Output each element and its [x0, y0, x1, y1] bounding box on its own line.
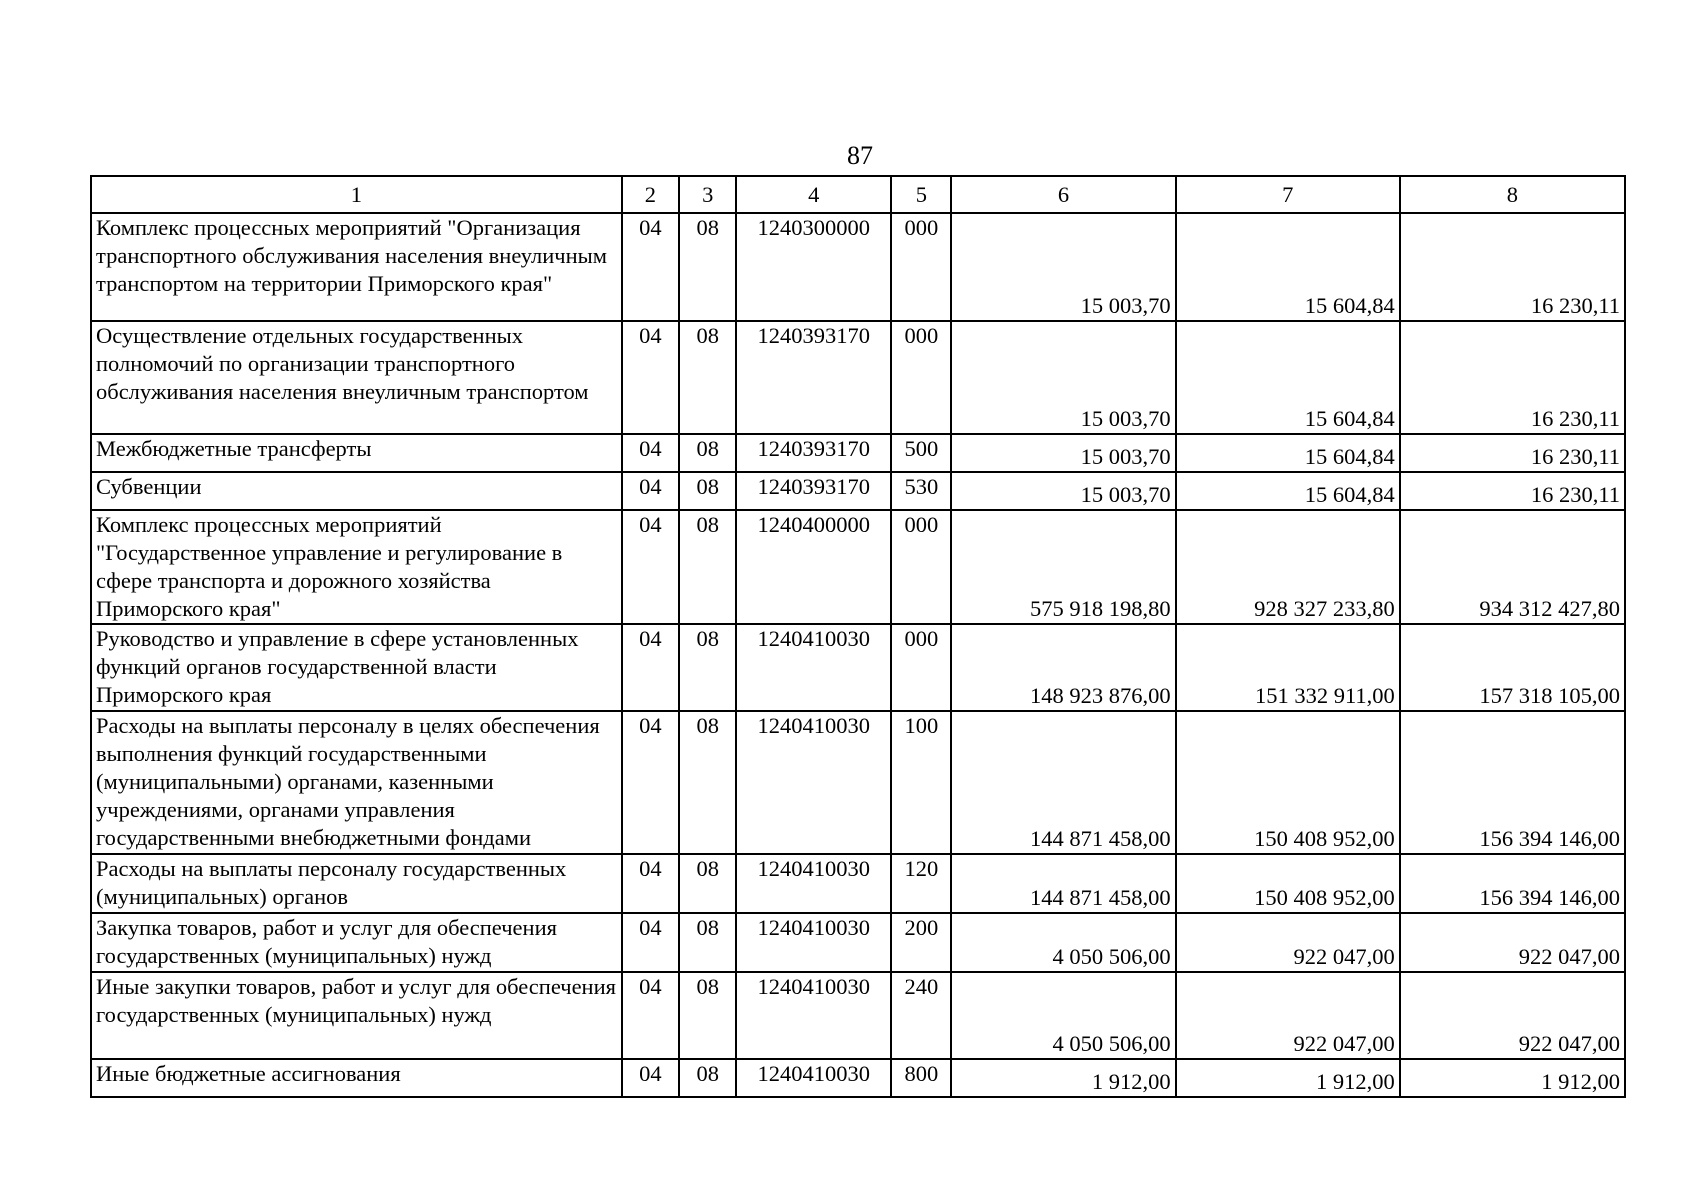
table-row — [91, 913, 1625, 972]
table-row — [91, 321, 1625, 434]
column-header: 7 — [1176, 176, 1400, 213]
row-amount-col6: 4 050 506,00 — [951, 972, 1175, 1059]
row-expense-type: 100 — [891, 711, 951, 854]
row-target-article: 1240400000 — [736, 510, 891, 624]
row-subsection: 08 — [679, 913, 736, 972]
row-amount-col8: 157 318 105,00 — [1400, 624, 1625, 711]
row-name: Руководство и управление в сфере установленных функций органов государственной власти Приморского края — [91, 624, 622, 711]
table-row — [91, 711, 1625, 854]
row-expense-type: 530 — [891, 472, 951, 510]
column-header: 1 — [91, 176, 622, 213]
row-amount-col7: 150 408 952,00 — [1176, 711, 1400, 854]
row-amount-col7: 1 912,00 — [1176, 1059, 1400, 1097]
row-target-article: 1240410030 — [736, 711, 891, 854]
row-target-article: 1240410030 — [736, 624, 891, 711]
row-amount-col7: 15 604,84 — [1176, 434, 1400, 472]
row-subsection: 08 — [679, 972, 736, 1059]
row-subsection: 08 — [679, 1059, 736, 1097]
row-amount-col6: 15 003,70 — [951, 434, 1175, 472]
row-amount-col6: 144 871 458,00 — [951, 711, 1175, 854]
row-name: Иные закупки товаров, работ и услуг для обеспечения государственных (муниципальных) нужд — [91, 972, 622, 1059]
row-target-article: 1240300000 — [736, 213, 891, 321]
row-name: Осуществление отдельных государственных полномочий по организации транспортного обслуживания населения внеуличным транспортом — [91, 321, 622, 434]
row-name: Комплекс процессных мероприятий "Государственное управление и регулирование в сфере транспорта и дорожного хозяйства Приморского края" — [91, 510, 622, 624]
table-header-row — [91, 176, 1625, 213]
row-target-article: 1240393170 — [736, 434, 891, 472]
row-name: Расходы на выплаты персоналу в целях обеспечения выполнения функций государственными (муниципальными) органами, казенными учреждениями, органами управления государственными внебюджетными фондами — [91, 711, 622, 854]
row-amount-col8: 1 912,00 — [1400, 1059, 1625, 1097]
column-header: 6 — [951, 176, 1175, 213]
row-expense-type: 200 — [891, 913, 951, 972]
row-amount-col8: 922 047,00 — [1400, 913, 1625, 972]
row-subsection: 08 — [679, 854, 736, 913]
table-row — [91, 624, 1625, 711]
row-amount-col8: 16 230,11 — [1400, 472, 1625, 510]
row-target-article: 1240393170 — [736, 472, 891, 510]
row-section: 04 — [622, 711, 679, 854]
row-amount-col7: 928 327 233,80 — [1176, 510, 1400, 624]
row-section: 04 — [622, 510, 679, 624]
row-amount-col7: 922 047,00 — [1176, 913, 1400, 972]
row-subsection: 08 — [679, 213, 736, 321]
row-amount-col7: 15 604,84 — [1176, 472, 1400, 510]
column-header: 3 — [679, 176, 736, 213]
row-target-article: 1240410030 — [736, 854, 891, 913]
table-row — [91, 213, 1625, 321]
row-section: 04 — [622, 854, 679, 913]
row-subsection: 08 — [679, 510, 736, 624]
row-section: 04 — [622, 913, 679, 972]
row-amount-col6: 15 003,70 — [951, 213, 1175, 321]
row-amount-col6: 15 003,70 — [951, 321, 1175, 434]
row-name: Иные бюджетные ассигнования — [91, 1059, 622, 1097]
row-amount-col8: 16 230,11 — [1400, 213, 1625, 321]
row-section: 04 — [622, 213, 679, 321]
row-section: 04 — [622, 624, 679, 711]
row-subsection: 08 — [679, 711, 736, 854]
row-amount-col8: 16 230,11 — [1400, 434, 1625, 472]
row-section: 04 — [622, 972, 679, 1059]
row-expense-type: 500 — [891, 434, 951, 472]
row-name: Закупка товаров, работ и услуг для обеспечения государственных (муниципальных) нужд — [91, 913, 622, 972]
row-subsection: 08 — [679, 472, 736, 510]
table-row — [91, 1059, 1625, 1097]
row-amount-col6: 15 003,70 — [951, 472, 1175, 510]
row-target-article: 1240410030 — [736, 913, 891, 972]
row-subsection: 08 — [679, 624, 736, 711]
column-header: 5 — [891, 176, 951, 213]
row-amount-col7: 15 604,84 — [1176, 321, 1400, 434]
row-expense-type: 000 — [891, 510, 951, 624]
row-section: 04 — [622, 321, 679, 434]
row-name: Межбюджетные трансферты — [91, 434, 622, 472]
row-amount-col8: 934 312 427,80 — [1400, 510, 1625, 624]
row-amount-col6: 148 923 876,00 — [951, 624, 1175, 711]
row-amount-col8: 156 394 146,00 — [1400, 854, 1625, 913]
row-amount-col7: 15 604,84 — [1176, 213, 1400, 321]
row-target-article: 1240410030 — [736, 972, 891, 1059]
row-subsection: 08 — [679, 434, 736, 472]
row-amount-col8: 922 047,00 — [1400, 972, 1625, 1059]
row-amount-col8: 156 394 146,00 — [1400, 711, 1625, 854]
table-row — [91, 510, 1625, 624]
row-amount-col7: 922 047,00 — [1176, 972, 1400, 1059]
row-name: Расходы на выплаты персоналу государственных (муниципальных) органов — [91, 854, 622, 913]
column-header: 8 — [1400, 176, 1625, 213]
row-amount-col6: 575 918 198,80 — [951, 510, 1175, 624]
row-target-article: 1240410030 — [736, 1059, 891, 1097]
row-expense-type: 120 — [891, 854, 951, 913]
row-expense-type: 000 — [891, 624, 951, 711]
table-row — [91, 434, 1625, 472]
table-row — [91, 472, 1625, 510]
row-name: Субвенции — [91, 472, 622, 510]
row-name: Комплекс процессных мероприятий "Организация транспортного обслуживания населения внеуличным транспортом на территории Приморского края" — [91, 213, 622, 321]
row-amount-col7: 151 332 911,00 — [1176, 624, 1400, 711]
row-target-article: 1240393170 — [736, 321, 891, 434]
row-amount-col8: 16 230,11 — [1400, 321, 1625, 434]
row-amount-col7: 150 408 952,00 — [1176, 854, 1400, 913]
row-amount-col6: 1 912,00 — [951, 1059, 1175, 1097]
budget-table — [90, 175, 1626, 1098]
row-subsection: 08 — [679, 321, 736, 434]
row-section: 04 — [622, 434, 679, 472]
column-header: 2 — [622, 176, 679, 213]
row-amount-col6: 144 871 458,00 — [951, 854, 1175, 913]
row-section: 04 — [622, 472, 679, 510]
row-expense-type: 000 — [891, 321, 951, 434]
row-amount-col6: 4 050 506,00 — [951, 913, 1175, 972]
column-header: 4 — [736, 176, 891, 213]
row-section: 04 — [622, 1059, 679, 1097]
row-expense-type: 240 — [891, 972, 951, 1059]
table-row — [91, 972, 1625, 1059]
row-expense-type: 800 — [891, 1059, 951, 1097]
table-row — [91, 854, 1625, 913]
page-number: 87 — [847, 141, 873, 170]
row-expense-type: 000 — [891, 213, 951, 321]
